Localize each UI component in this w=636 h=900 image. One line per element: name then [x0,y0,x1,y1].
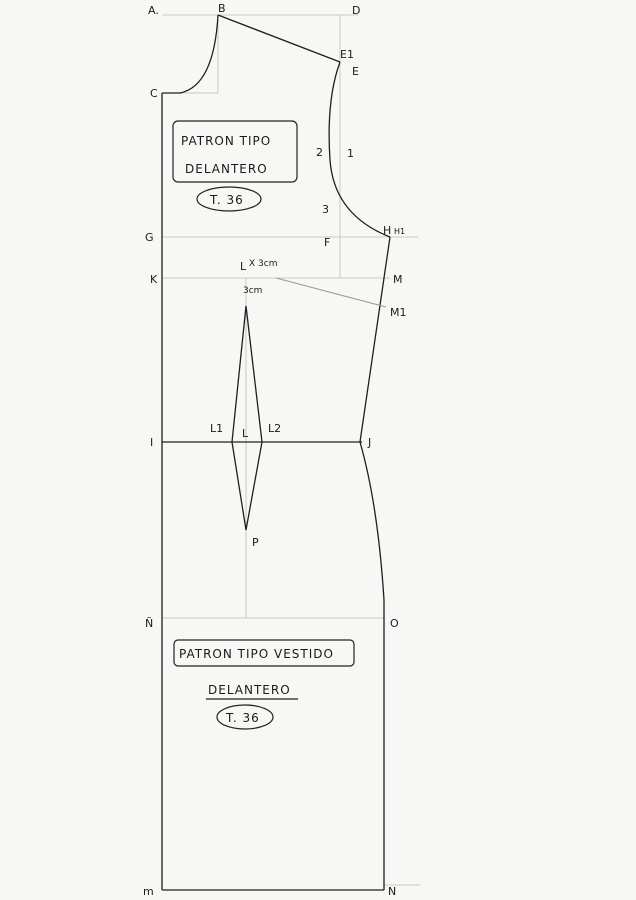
waist-dart [232,306,262,530]
neckline-curve [162,15,218,93]
point-b-label: B [218,2,226,15]
shoulder-line [218,15,340,62]
point-d-label: D [352,4,361,17]
point-k-label: K [150,273,158,286]
point-g-label: G [145,231,154,244]
bodice-size: T. 36 [210,193,244,207]
point-2-label: 2 [316,146,323,159]
measure-horizontal-label: X 3cm [249,259,278,269]
point-h1-label: H1 [394,227,406,236]
point-l-label: L [242,427,249,440]
dress-size: T. 36 [226,711,260,725]
bodice-title-line2: DELANTERO [185,162,268,176]
dress-pattern-label [174,640,354,729]
point-l-top-label: L [240,260,247,273]
point-o-label: O [390,617,399,630]
point-m-lower-label: m [143,885,154,898]
point-f-label: F [324,236,331,249]
bust-dart-line [276,278,386,307]
point-c-label: C [150,87,158,100]
point-n-tilde-label: Ñ [145,617,154,630]
side-seam [360,237,390,890]
point-n-label: N [388,885,397,898]
measure-vertical-label: 3cm [243,286,263,296]
bodice-pattern-label [173,121,297,211]
dress-title: PATRON TIPO VESTIDO [179,647,334,661]
armhole-curve [329,62,390,237]
point-m-label: M [393,273,403,286]
dress-subtitle: DELANTERO [208,683,291,697]
point-h-label: H [383,224,392,237]
point-e1-label: E1 [340,48,354,61]
point-l1-label: L1 [210,422,224,435]
point-1-label: 1 [347,147,354,160]
point-l2-label: L2 [268,422,282,435]
point-3-label: 3 [322,203,329,216]
point-a-label: A. [148,4,159,17]
point-m1-label: M1 [390,306,407,319]
point-p-label: P [252,536,259,549]
point-j-label: J [368,436,372,449]
point-i-label: I [150,436,154,449]
bodice-title-line1: PATRON TIPO [181,134,272,148]
point-e-label: E [352,65,359,78]
